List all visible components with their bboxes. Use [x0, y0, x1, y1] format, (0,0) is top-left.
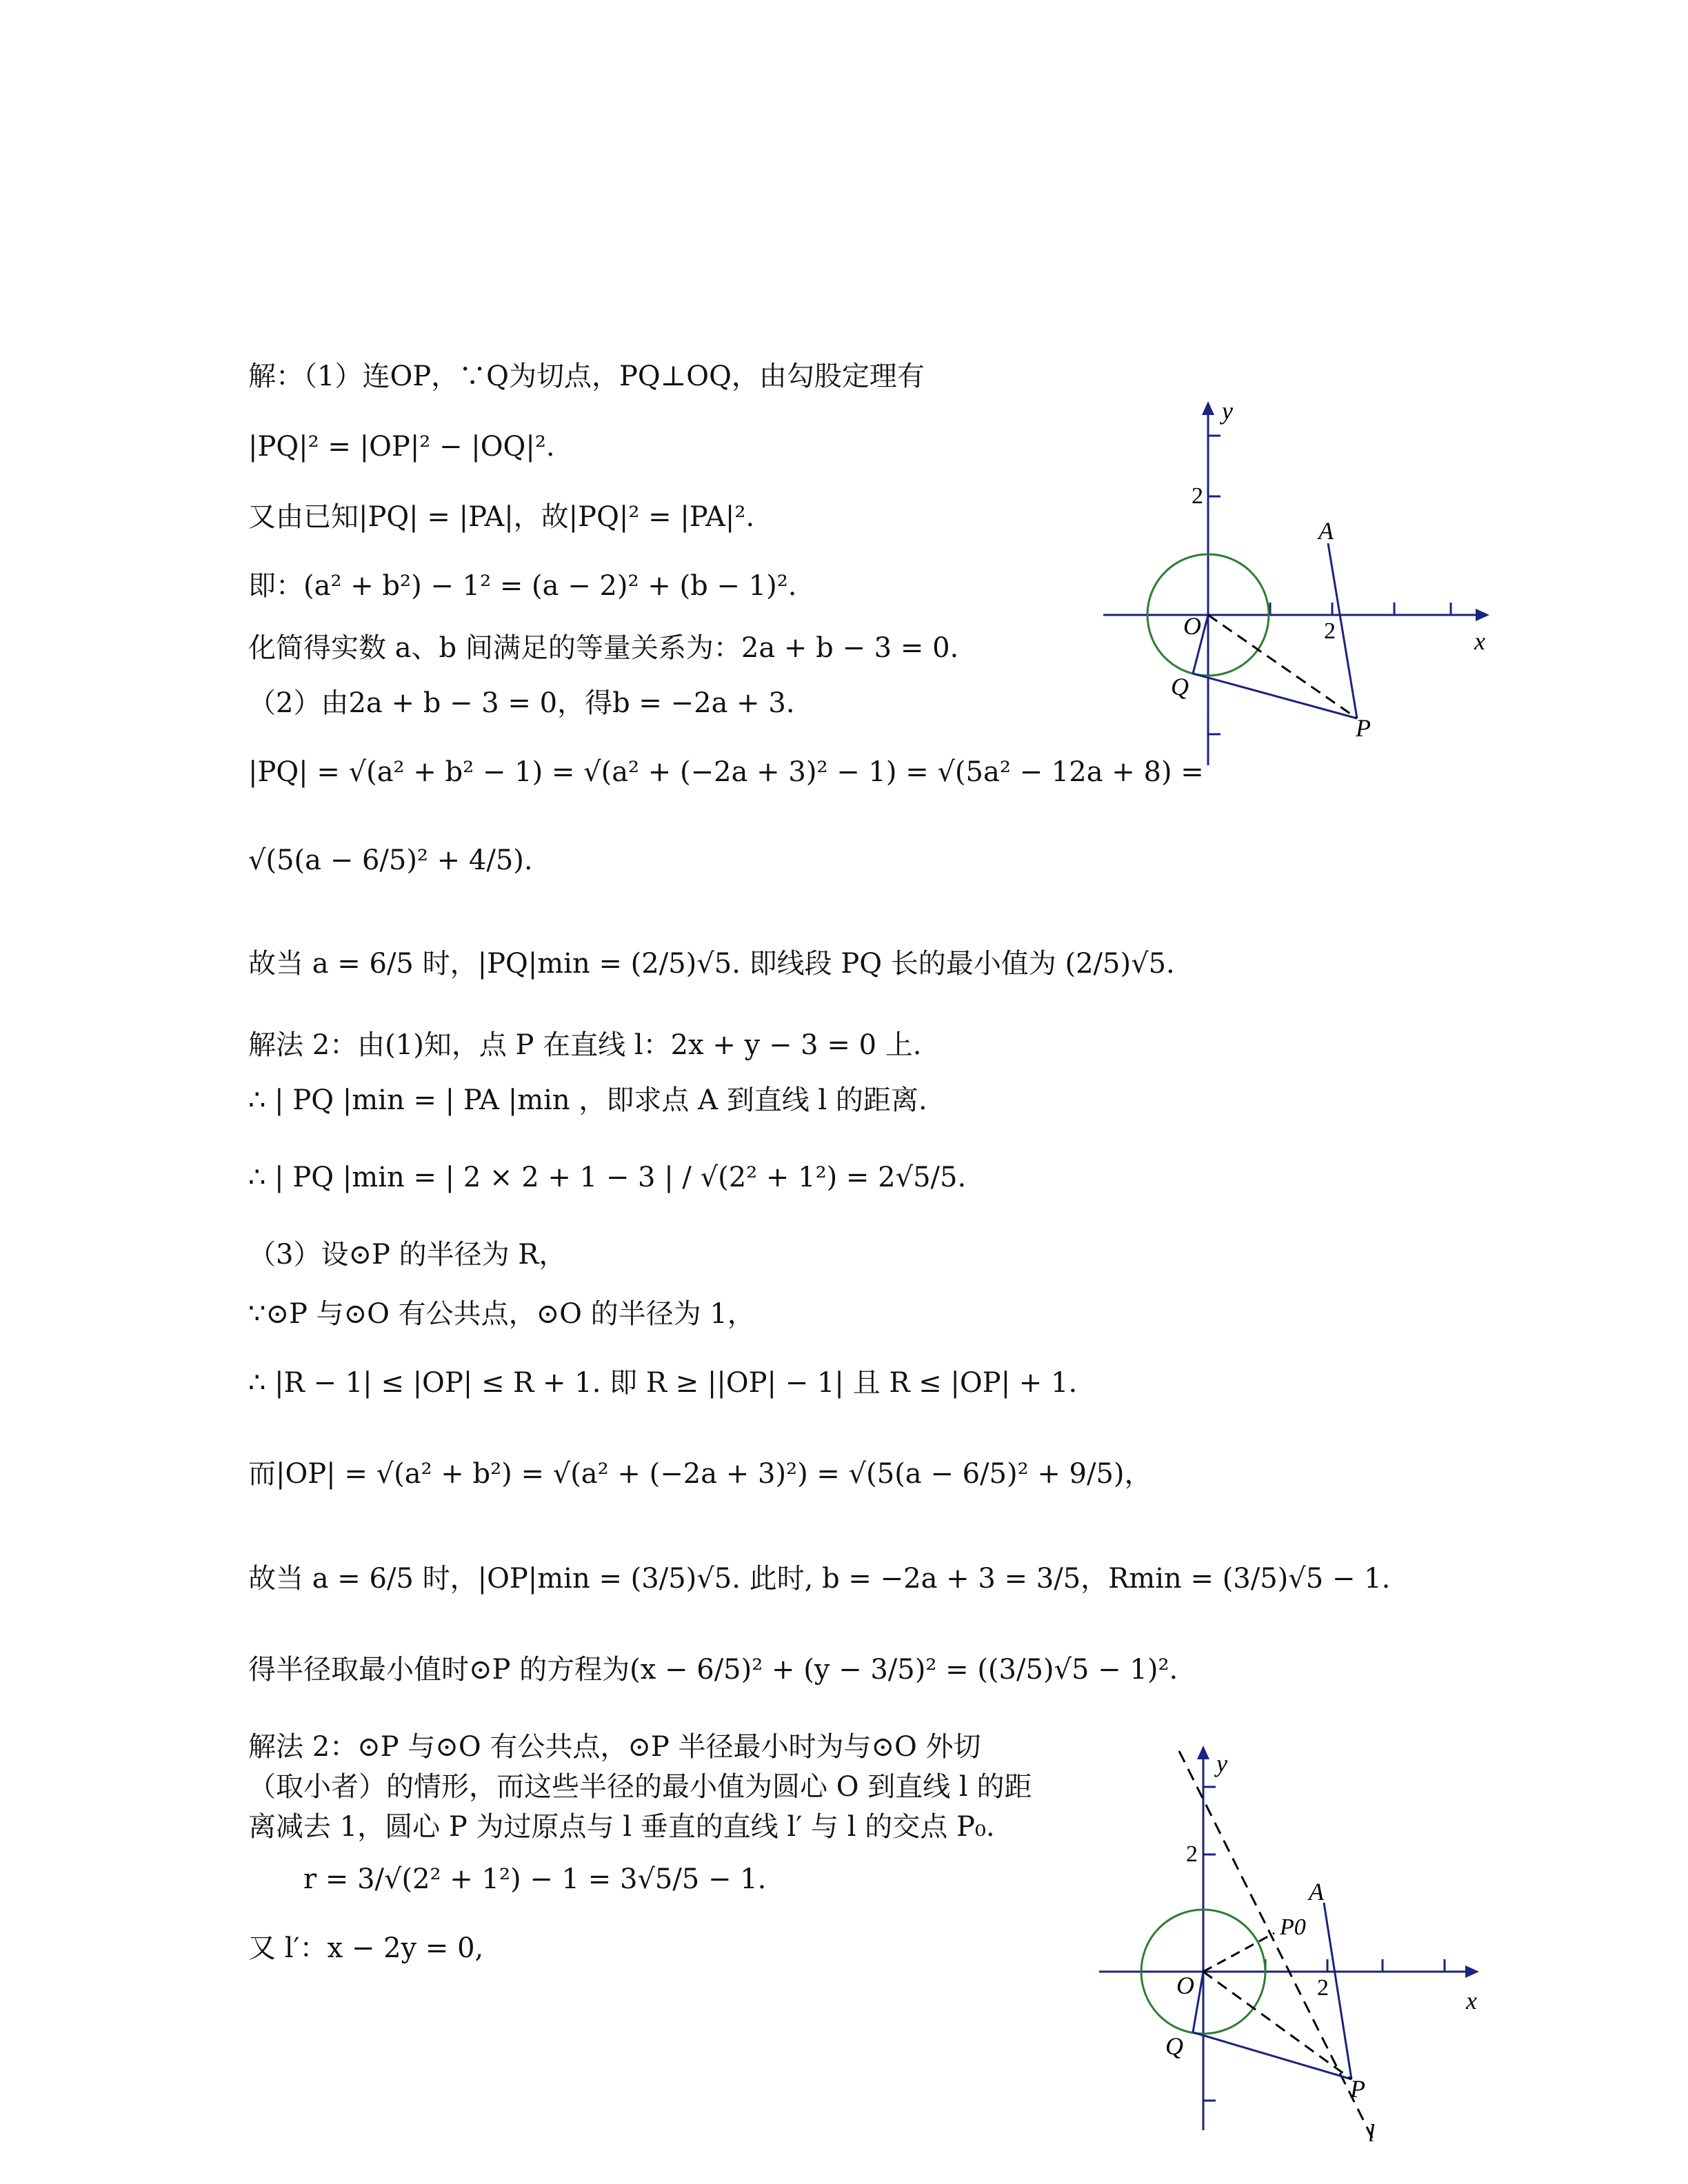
text-line-1: 解：（1）连OP，∵Q为切点，PQ⊥OQ，由勾股定理有 [248, 361, 925, 392]
label-l: l [1368, 2119, 1376, 2147]
text-line-23: 又 l′：x − 2y = 0, [248, 1932, 484, 1964]
label-q: Q [1171, 673, 1189, 700]
segment-op-dashed [1203, 1972, 1352, 2079]
text-line-22: r = 3/√(2² + 1²) − 1 = 3√5/5 − 1. [303, 1863, 767, 1895]
label-2-x: 2 [1317, 1975, 1329, 2001]
label-2-y: 2 [1192, 483, 1203, 509]
label-x: x [1466, 1987, 1477, 2014]
text-line-2: |PQ|² = |OP|² − |OQ|². [248, 431, 555, 463]
label-p: P [1356, 714, 1371, 742]
figure-2-diagram [1089, 1737, 1517, 2151]
x-axis-arrow [1476, 609, 1489, 621]
text-line-8: √(5(a − 6/5)² + 4/5). [248, 845, 533, 876]
label-o: O [1183, 612, 1201, 640]
label-y: y [1222, 397, 1233, 425]
text-line-16: 而|OP| = √(a² + b²) = √(a² + (−2a + 3)²) = √(5(a − 6/5)² + 9/5)， [248, 1458, 1152, 1490]
text-line-12: ∴ | PQ |min = | 2 × 2 + 1 − 3 | / √(2² + 1²) = 2√5/5. [248, 1162, 967, 1193]
label-a: A [1309, 1878, 1324, 1905]
text-line-6: （2）由2a + b − 3 = 0，得b = −2a + 3. [248, 687, 795, 719]
text-line-13: （3）设⊙P 的半径为 R， [248, 1239, 567, 1271]
text-line-18: 得半径取最小值时⊙P 的方程为(x − 6/5)² + (y − 3/5)² = ((3/5)√5 − 1)². [248, 1654, 1178, 1686]
label-x: x [1474, 627, 1485, 655]
label-2-y: 2 [1186, 1841, 1198, 1867]
text-line-3: 又由已知|PQ| = |PA|，故|PQ|² = |PA|². [248, 501, 755, 533]
label-a: A [1318, 517, 1334, 545]
segment-op0-dashed [1203, 1933, 1274, 1972]
y-axis-arrow [1197, 1746, 1209, 1759]
line-l-dashed [1179, 1751, 1374, 2141]
x-axis-arrow [1465, 1965, 1479, 1978]
segment-qp [1193, 674, 1357, 718]
text-line-9: 故当 a = 6/5 时，|PQ|min = (2/5)√5. 即线段 PQ 长的最小值为 (2/5)√5. [248, 948, 1175, 980]
label-o: O [1176, 1972, 1194, 1999]
text-line-5: 化简得实数 a、b 间满足的等量关系为：2a + b − 3 = 0. [248, 632, 959, 664]
text-line-17: 故当 a = 6/5 时，|OP|min = (3/5)√5. 此时, b = −2a + 3 = 3/5，Rmin = (3/5)√5 − 1. [248, 1563, 1391, 1595]
label-p: P [1350, 2075, 1365, 2103]
text-line-15: ∴ |R − 1| ≤ |OP| ≤ R + 1. 即 R ≥ ||OP| − 1| 且 R ≤ |OP| + 1. [248, 1367, 1078, 1399]
y-axis-arrow [1202, 401, 1214, 415]
text-line-4: 即：(a² + b²) − 1² = (a − 2)² + (b − 1)². [248, 570, 797, 602]
text-line-19: 解法 2：⊙P 与⊙O 有公共点，⊙P 半径最小时为与⊙O 外切 [248, 1731, 981, 1763]
label-q: Q [1165, 2032, 1183, 2060]
figure-1-diagram [1089, 393, 1517, 779]
label-p0: P0 [1280, 1914, 1306, 1940]
label-2-x: 2 [1324, 618, 1336, 644]
text-line-21: 离减去 1，圆心 P 为过原点与 l 垂直的直线 l′ 与 l 的交点 P₀. [248, 1811, 995, 1843]
text-line-7: |PQ| = √(a² + b² − 1) = √(a² + (−2a + 3)² − 1) = √(5a² − 12a + 8) = [248, 756, 1204, 788]
segment-oq [1193, 1972, 1203, 2032]
text-line-20: （取小者）的情形，而这些半径的最小值为圆心 O 到直线 l 的距 [248, 1771, 1032, 1803]
text-line-11: ∴ | PQ |min = | PA |min ，即求点 A 到直线 l 的距离. [248, 1084, 927, 1116]
text-line-10: 解法 2：由(1)知，点 P 在直线 l：2x + y − 3 = 0 上. [248, 1029, 922, 1061]
text-line-14: ∵⊙P 与⊙O 有公共点，⊙O 的半径为 1， [248, 1298, 755, 1330]
segment-qp [1193, 2032, 1352, 2079]
label-y: y [1216, 1750, 1227, 1777]
